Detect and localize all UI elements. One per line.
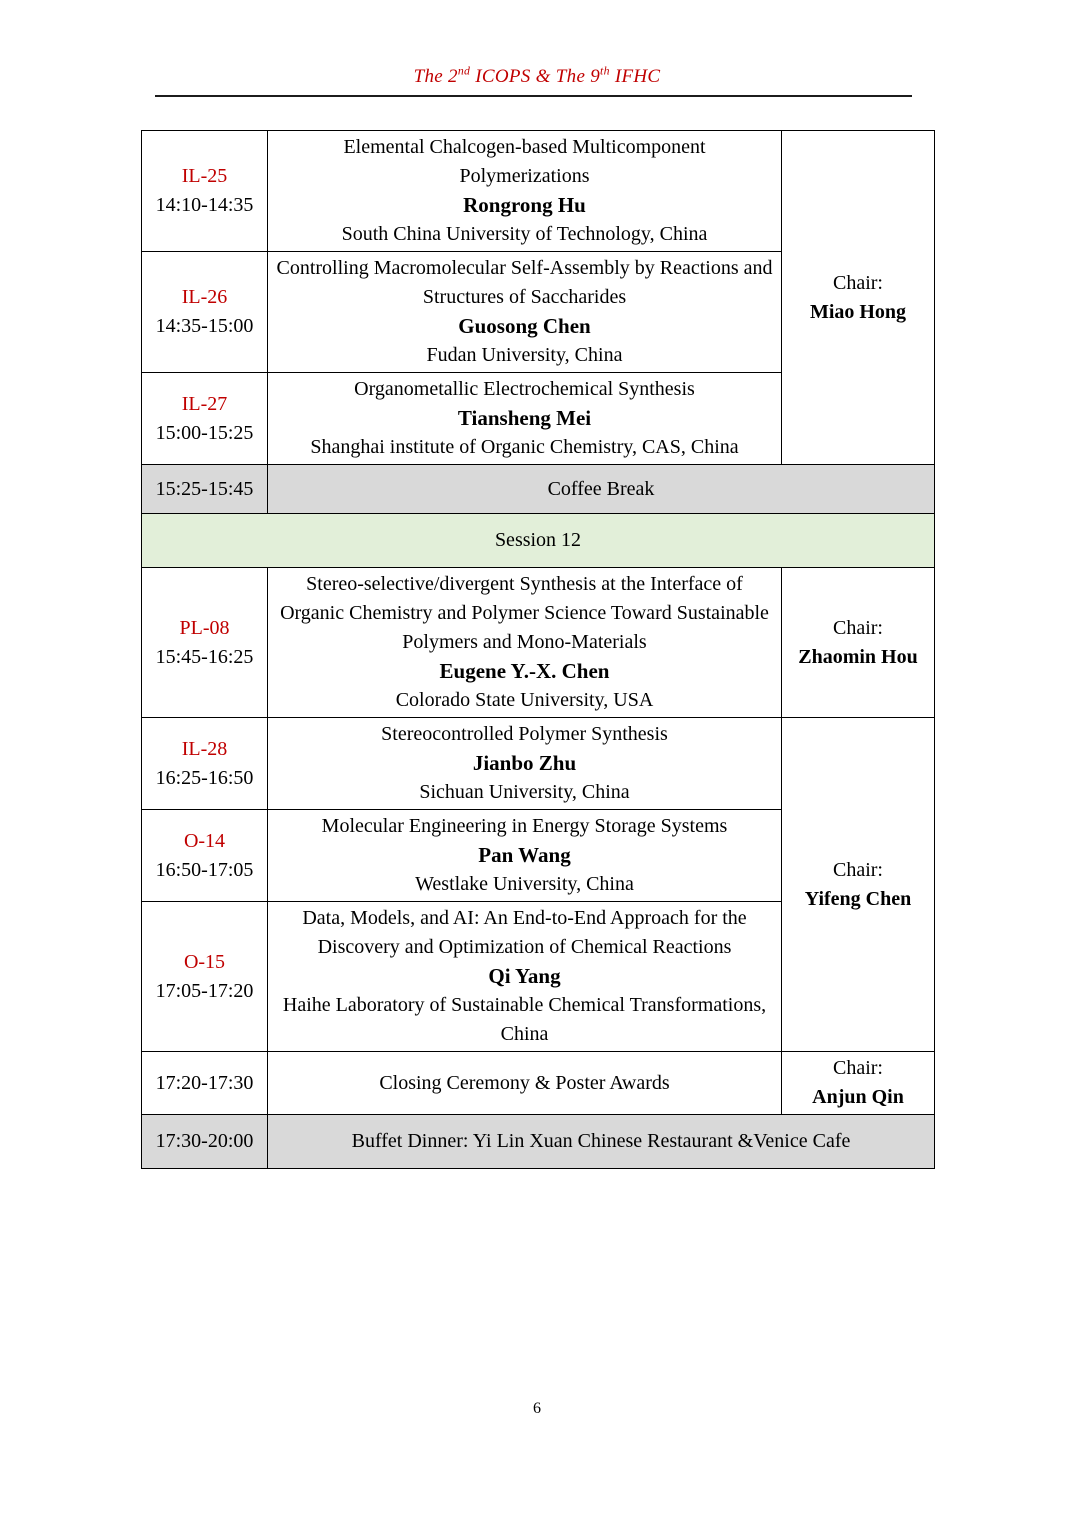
chair-cell-session11	[782, 131, 935, 465]
talk-speaker: Pan Wang	[478, 843, 571, 867]
chair-name: Miao Hong	[809, 300, 907, 323]
talk-speaker: Eugene Y.-X. Chen	[439, 659, 610, 683]
time-cell-o15	[142, 902, 268, 1052]
talk-speaker: Tiansheng Mei	[457, 406, 592, 430]
talk-affiliation: Shanghai institute of Organic Chemistry, CAS, China	[310, 436, 739, 458]
header-title-suffix: IFHC	[609, 66, 661, 87]
content-cell-o14	[268, 810, 782, 902]
talk-speaker: Jianbo Zhu	[472, 751, 577, 775]
chair-cell-closing	[782, 1052, 935, 1115]
time-cell-coffee-break	[142, 465, 268, 514]
table-row-buffet-dinner	[142, 1115, 935, 1169]
chair-label: Chair:	[833, 858, 883, 881]
event-label: Buffet Dinner: Yi Lin Xuan Chinese Restaurant &Venice Cafe	[351, 1130, 851, 1152]
table-row-session12	[142, 514, 935, 568]
talk-title: Elemental Chalcogen-based Multicomponent Polymerizations	[343, 136, 706, 187]
header-title-mid: ICOPS & The 9	[470, 66, 601, 87]
talk-code: O-14	[183, 829, 226, 852]
event-label: Closing Ceremony & Poster Awards	[379, 1071, 670, 1094]
talk-time: 15:45-16:25	[155, 645, 254, 668]
content-cell-pl08	[268, 568, 782, 718]
table-row-coffee-break	[142, 465, 935, 514]
content-cell-o15	[268, 902, 782, 1052]
time-cell-pl08	[142, 568, 268, 718]
talk-affiliation: Westlake University, China	[415, 873, 634, 895]
talk-title: Organometallic Electrochemical Synthesis	[354, 378, 695, 400]
time-cell-il27	[142, 373, 268, 465]
talk-speaker: Rongrong Hu	[463, 193, 586, 217]
talk-title: Data, Models, and AI: An End-to-End Approach for the Discovery and Optimization of Chemical Reactions	[302, 907, 747, 958]
session-label: Session 12	[494, 529, 582, 551]
session12-banner-cell	[142, 514, 935, 568]
time-cell-il25	[142, 131, 268, 252]
header-title-sup-th: th	[600, 64, 610, 78]
table-row-closing-ceremony	[142, 1052, 935, 1115]
page-number: 6	[533, 1400, 541, 1417]
table-row-il28	[142, 718, 935, 810]
talk-time: 16:50-17:05	[155, 858, 254, 881]
header-rule-divider	[155, 95, 912, 97]
chair-cell-pl08	[782, 568, 935, 718]
chair-label: Chair:	[833, 1057, 883, 1079]
program-schedule-table	[141, 130, 935, 1169]
talk-title: Controlling Macromolecular Self-Assembly by Reactions and Structures of Saccharides	[276, 257, 773, 308]
conference-header-title	[0, 66, 1074, 88]
talk-affiliation: Sichuan University, China	[419, 781, 630, 803]
talk-affiliation: Fudan University, China	[426, 344, 623, 366]
time-cell-il26	[142, 252, 268, 373]
talk-code: O-15	[183, 950, 226, 973]
break-label: Coffee Break	[547, 477, 655, 500]
chair-cell-late-session	[782, 718, 935, 1052]
break-time: 15:25-15:45	[155, 477, 254, 500]
talk-affiliation: Colorado State University, USA	[395, 689, 654, 711]
talk-time: 14:10-14:35	[155, 194, 254, 216]
talk-speaker: Qi Yang	[488, 964, 561, 988]
content-cell-il26	[268, 252, 782, 373]
talk-time: 16:25-16:50	[155, 766, 254, 789]
table-row-il25	[142, 131, 935, 252]
talk-code: IL-28	[181, 737, 228, 760]
chair-name: Yifeng Chen	[804, 887, 912, 910]
chair-name: Zhaomin Hou	[798, 645, 918, 668]
time-cell-o14	[142, 810, 268, 902]
talk-time: 17:05-17:20	[155, 979, 254, 1002]
schedule-table-container	[141, 130, 935, 1169]
talk-title: Molecular Engineering in Energy Storage Systems	[321, 815, 728, 837]
header-title-sup-nd: nd	[457, 64, 471, 78]
event-time: 17:30-20:00	[155, 1130, 254, 1152]
event-time: 17:20-17:30	[155, 1071, 254, 1094]
chair-label: Chair:	[833, 271, 883, 294]
talk-speaker: Guosong Chen	[458, 314, 591, 338]
header-title-prefix: The 2	[413, 66, 458, 87]
talk-time: 14:35-15:00	[155, 315, 254, 337]
closing-ceremony-cell	[268, 1052, 782, 1115]
chair-name: Anjun Qin	[812, 1086, 904, 1108]
time-cell-closing	[142, 1052, 268, 1115]
talk-title: Stereocontrolled Polymer Synthesis	[381, 723, 668, 745]
talk-code: IL-25	[181, 165, 228, 187]
talk-affiliation: South China University of Technology, China	[341, 223, 708, 245]
content-cell-il25	[268, 131, 782, 252]
chair-label: Chair:	[833, 616, 883, 639]
talk-affiliation: Haihe Laboratory of Sustainable Chemical Transformations, China	[282, 994, 767, 1045]
talk-code: IL-26	[181, 286, 228, 308]
page-header	[0, 0, 1074, 97]
buffet-dinner-cell	[268, 1115, 935, 1169]
content-cell-il28	[268, 718, 782, 810]
talk-title: Stereo-selective/divergent Synthesis at the Interface of Organic Chemistry and Polymer Science Toward Sustainable Polymers and Mono-Materials	[280, 573, 769, 653]
content-cell-il27	[268, 373, 782, 465]
time-cell-buffet	[142, 1115, 268, 1169]
table-row-pl08	[142, 568, 935, 718]
talk-time: 15:00-15:25	[155, 421, 254, 444]
coffee-break-cell	[268, 465, 935, 514]
talk-code: IL-27	[181, 392, 228, 415]
time-cell-il28	[142, 718, 268, 810]
talk-code: PL-08	[179, 616, 230, 639]
